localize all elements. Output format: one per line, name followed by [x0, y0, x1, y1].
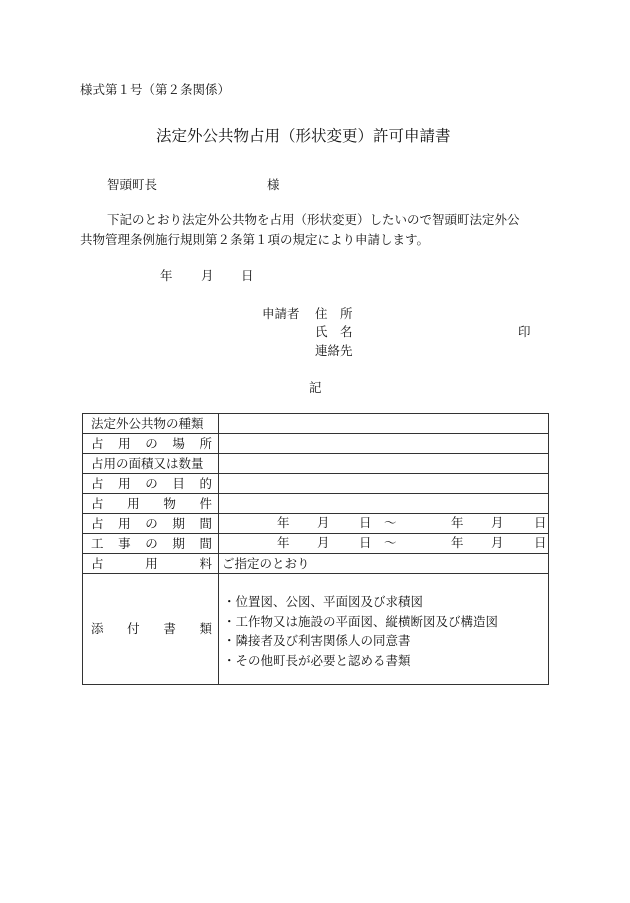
value-type[interactable]: [219, 414, 549, 434]
period-year-end: 年: [451, 535, 464, 550]
table-row: [83, 514, 549, 534]
label-char: 占: [91, 435, 104, 451]
body-line-2: 共物管理条例施行規則第２条第１項の規定により申請します。: [80, 232, 430, 247]
label-char: 事: [118, 535, 131, 551]
label-char: 占: [91, 475, 104, 491]
date-day: 日: [241, 268, 254, 283]
table-row: [83, 434, 549, 454]
label-char: 料: [199, 555, 212, 571]
list-item: ・その他町長が必要と認める書類: [223, 652, 411, 668]
value-construction-period[interactable]: [219, 534, 549, 554]
value-area[interactable]: [219, 454, 549, 474]
table-row: [83, 494, 549, 514]
label-char: 用: [118, 475, 131, 491]
period-month: 月: [317, 535, 330, 550]
date-month: 月: [201, 268, 214, 283]
table-row: [83, 454, 549, 474]
label-char: 場: [172, 435, 185, 451]
label-char: 間: [199, 535, 212, 551]
label-char: の: [145, 435, 158, 451]
label-char: 占: [91, 555, 104, 571]
label-char: 的: [199, 475, 212, 491]
label-char: 添: [91, 621, 104, 636]
form-number: 様式第１号（第２条関係）: [80, 82, 231, 97]
period-year: 年: [277, 515, 290, 530]
period-month-end: 月: [491, 535, 504, 550]
table-row: [83, 414, 549, 434]
row-label-fee: [83, 554, 219, 574]
ki-heading: 記: [309, 380, 322, 395]
label-char: の: [145, 515, 158, 531]
period-month-end: 月: [491, 515, 504, 530]
table-row: [83, 554, 549, 574]
body-line-1: 下記のとおり法定外公共物を占用（形状変更）したいので智頭町法定外公: [107, 212, 520, 227]
label-text: 占用の面積又は数量: [91, 455, 204, 471]
value-occupancy-period[interactable]: [219, 514, 549, 534]
value-fee: ご指定のとおり: [219, 554, 549, 574]
row-label-object: [83, 494, 219, 514]
table-row: [83, 574, 549, 685]
period-day-end: 日: [534, 515, 547, 530]
period-day-end: 日: [534, 535, 547, 550]
period-year: 年: [277, 535, 290, 550]
row-label-area: [83, 454, 219, 474]
label-char: 類: [199, 621, 212, 636]
row-label-attachments: [83, 574, 219, 685]
period-day: 日: [359, 535, 372, 550]
label-char: 工: [91, 535, 104, 551]
addressee-honorific: 様: [267, 177, 280, 192]
document-title: 法定外公共物占用（形状変更）許可申請書: [156, 127, 451, 145]
contact-label: 連絡先: [315, 343, 353, 358]
label-char: 間: [199, 515, 212, 531]
label-char: 件: [199, 495, 212, 511]
label-char: 占: [91, 515, 104, 531]
period-year-end: 年: [451, 515, 464, 530]
period-tilde: ～: [384, 515, 397, 530]
period-month: 月: [317, 515, 330, 530]
label-char: 期: [172, 515, 185, 531]
label-char: 目: [172, 475, 185, 491]
row-label-type: [83, 414, 219, 434]
table-row: [83, 534, 549, 554]
row-label-purpose: [83, 474, 219, 494]
label-char: 書: [163, 621, 176, 636]
label-char: 占: [91, 495, 104, 511]
label-char: の: [145, 475, 158, 491]
row-label-occupancy-period: [83, 514, 219, 534]
applicant-label: 申請者: [262, 306, 300, 321]
list-item: ・工作物又は施設の平面図、縦横断図及び構造図: [223, 613, 499, 629]
label-char: 期: [172, 535, 185, 551]
value-location[interactable]: [219, 434, 549, 454]
label-char: 用: [145, 555, 158, 571]
label-char: 物: [163, 495, 176, 511]
period-day: 日: [359, 515, 372, 530]
addressee-name: 智頭町長: [107, 177, 158, 192]
table-row: [83, 474, 549, 494]
label-char: 用: [127, 495, 140, 511]
label-char: の: [145, 535, 158, 551]
value-object[interactable]: [219, 494, 549, 514]
period-tilde: ～: [384, 535, 397, 550]
label-char: 用: [118, 515, 131, 531]
row-label-location: [83, 434, 219, 454]
row-label-construction-period: [83, 534, 219, 554]
value-purpose[interactable]: [219, 474, 549, 494]
seal-mark: 印: [518, 324, 531, 339]
application-table: [82, 413, 549, 685]
list-item: ・隣接者及び利害関係人の同意書: [223, 633, 411, 648]
list-item: ・位置図、公図、平面図及び求積図: [223, 594, 424, 609]
value-attachments: [219, 574, 549, 685]
label-char: 用: [118, 435, 131, 451]
attachment-list: [223, 592, 498, 670]
label-char: 付: [127, 621, 140, 636]
label-char: 所: [199, 435, 212, 451]
label-text: 法定外公共物の種類: [91, 415, 204, 431]
date-year: 年: [160, 268, 173, 283]
address-label: 住 所: [315, 306, 353, 321]
name-label: 氏 名: [315, 324, 353, 339]
